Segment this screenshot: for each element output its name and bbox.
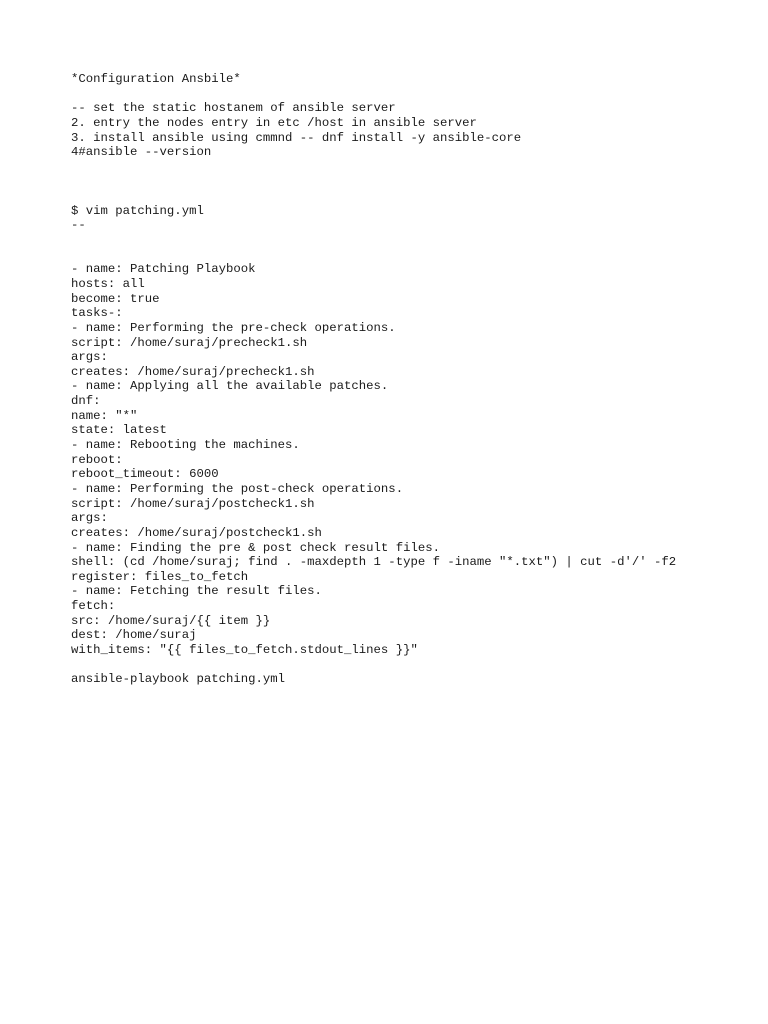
step-line: 3. install ansible using cmmnd -- dnf install -y ansible-core	[71, 130, 522, 145]
spacer	[71, 658, 761, 673]
spacer	[71, 189, 761, 204]
playbook-line: creates: /home/suraj/postcheck1.sh	[71, 525, 322, 540]
spacer	[71, 160, 761, 175]
spacer	[71, 174, 761, 189]
playbook-line: dnf:	[71, 394, 101, 409]
playbook-line: - name: Patching Playbook	[71, 262, 256, 277]
document-body	[71, 72, 761, 687]
spacer	[71, 87, 761, 102]
playbook-line: reboot:	[71, 452, 123, 467]
playbook-line: shell: (cd /home/suraj; find . -maxdepth 1 -type f -iname "*.txt") | cut -d'/' -f2	[71, 555, 677, 570]
playbook-line: name: "*"	[71, 408, 138, 423]
step-line: 2. entry the nodes entry in etc /host in ansible server	[71, 115, 477, 130]
playbook-line: fetch:	[71, 599, 116, 614]
playbook-line: register: files_to_fetch	[71, 569, 249, 584]
playbook-line: with_items: "{{ files_to_fetch.stdout_lines }}"	[71, 642, 418, 657]
playbook-line: - name: Applying all the available patches.	[71, 379, 389, 394]
playbook-line: - name: Rebooting the machines.	[71, 438, 300, 453]
playbook-line: - name: Performing the post-check operations.	[71, 481, 404, 496]
playbook-line: creates: /home/suraj/precheck1.sh	[71, 364, 315, 379]
playbook-line: script: /home/suraj/precheck1.sh	[71, 335, 308, 350]
playbook-line: src: /home/suraj/{{ item }}	[71, 613, 271, 628]
playbook-line: become: true	[71, 291, 160, 306]
vim-command-line: $ vim patching.yml	[71, 203, 204, 218]
playbook-line: args:	[71, 350, 108, 365]
step-line: 4#ansible --version	[71, 145, 212, 160]
step-line: -- set the static hostanem of ansible server	[71, 101, 396, 116]
playbook-line: dest: /home/suraj	[71, 628, 197, 643]
playbook-line: reboot_timeout: 6000	[71, 467, 219, 482]
playbook-line: - name: Fetching the result files.	[71, 584, 322, 599]
playbook-line: script: /home/suraj/postcheck1.sh	[71, 496, 315, 511]
document-title: *Configuration Ansbile*	[71, 72, 241, 86]
playbook-line: state: latest	[71, 423, 167, 438]
run-command-line: ansible-playbook patching.yml	[71, 672, 286, 687]
playbook-line: hosts: all	[71, 276, 145, 291]
playbook-line: - name: Performing the pre-check operations.	[71, 320, 396, 335]
separator-line: --	[71, 218, 86, 233]
spacer	[71, 248, 761, 263]
spacer	[71, 233, 761, 248]
playbook-line: tasks-:	[71, 306, 123, 321]
playbook-line: - name: Finding the pre & post check result files.	[71, 540, 440, 555]
playbook-line: args:	[71, 511, 108, 526]
